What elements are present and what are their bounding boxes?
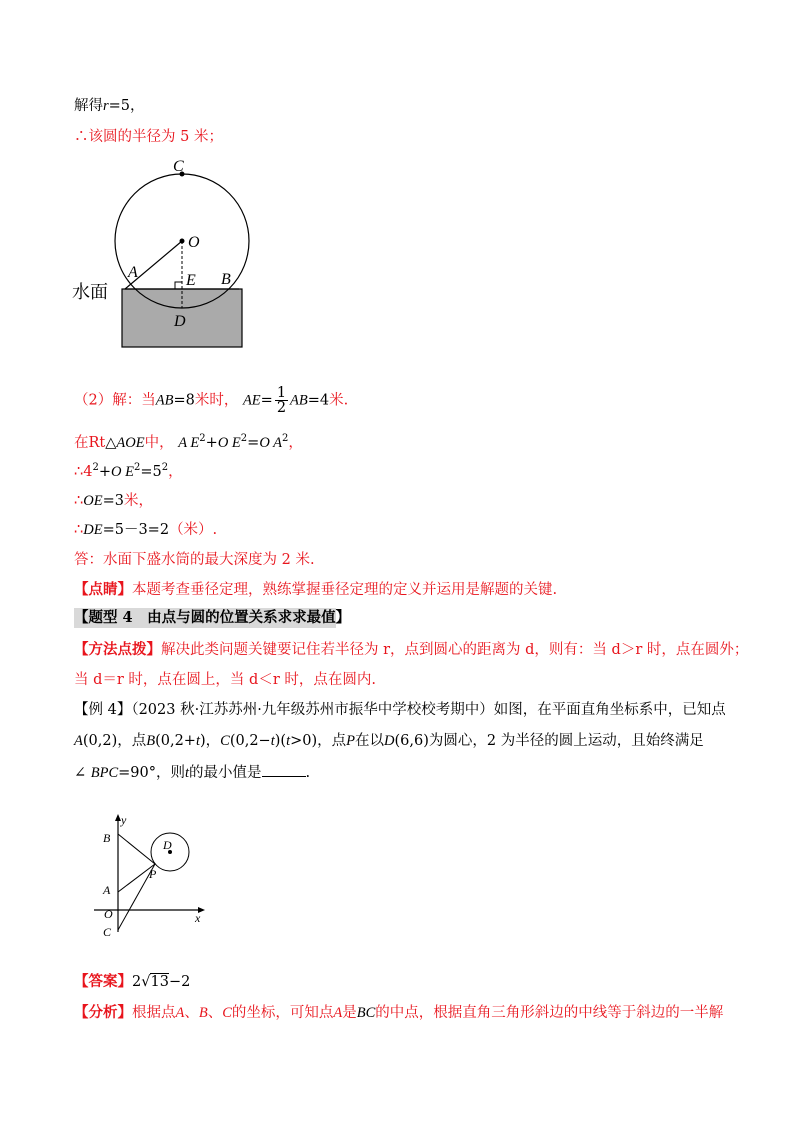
label-E: E — [186, 272, 196, 289]
label-B: B — [221, 271, 231, 288]
label-x: x — [195, 911, 201, 925]
line-part2: （2）解：当AB=8米时， AE= $\frac{1}{2}$ AB=4米. — [74, 385, 349, 416]
line-method-2: 当 d＝r 时，点在圆上，当 d＜r 时，点在圆内. — [74, 672, 376, 688]
line-answer: 答：水面下盛水筒的最大深度为 2 米. — [74, 552, 315, 568]
triangle-icon: △ — [105, 435, 117, 451]
label-D: D — [174, 313, 186, 330]
line-substitute: $\therefore 4^2+O$ $E^2=5^2$， — [74, 462, 183, 480]
line-OE: ∴OE=3米， — [74, 493, 153, 509]
sqrt-icon: √ — [141, 974, 151, 990]
label-water-surface: 水面 — [72, 282, 108, 303]
line-remark: 【点睛】本题考查垂径定理，熟练掌握垂径定理的定义并运用是解题的关键. — [74, 581, 558, 598]
label-O: O — [188, 234, 200, 251]
label-y: y — [121, 813, 127, 827]
section-header: 【题型 4 由点与圆的位置关系求求最值】 — [74, 609, 351, 626]
segment-BP — [118, 834, 155, 864]
line-DE: ∴DE=5－3=2（米）. — [74, 522, 218, 538]
line-analysis: 【分析】根据点A、B、C的坐标，可知点A是BC的中点，根据直角三角形斜边的中线等于斜边的一半解 — [74, 1004, 724, 1021]
line-example-question: ∠ BPC=90°，则t的最小值是 . — [74, 762, 310, 783]
line-result: 【答案】2√13−2 — [74, 973, 191, 990]
line-example-points: A(0,2)，点B(0,2+t)，C(0,2−t)(t>0)，点P在以D(6,6)为圆心，2 为半径的圆上运动，且始终满足 — [74, 733, 704, 749]
line-example-title: 【例 4】（2023 秋·江苏苏州·九年级苏州市振华中学校校考期中）如图，在平面直角坐标系中，已知点 — [74, 702, 726, 718]
label-C2: C — [103, 925, 112, 939]
label-O2: O — [104, 907, 113, 921]
label-A2: A — [103, 883, 111, 897]
line-pythagoras: 在Rt△AOE中， A $E^2+O$ $E^2=O$ $A^2$， — [74, 433, 303, 451]
label-C: C — [173, 158, 184, 175]
fraction-half: $\frac{1}{2}$ — [276, 385, 287, 416]
circle-figure — [70, 155, 250, 350]
line-radius: ∴该圆的半径为 5 米； — [74, 129, 223, 145]
line-method: 【方法点拨】解决此类问题关键要记住若半径为 r，点到圆心的距离为 d，则有：当 d＞r 时，点在圆外； — [74, 641, 749, 658]
label-D2: D — [163, 838, 172, 852]
label-P: P — [149, 867, 157, 881]
label-B2: B — [103, 831, 111, 845]
label-A: A — [128, 264, 138, 281]
line-solve-r: 解得r=5， — [74, 98, 145, 114]
answer-blank — [262, 762, 306, 777]
coordinate-figure — [92, 812, 222, 942]
